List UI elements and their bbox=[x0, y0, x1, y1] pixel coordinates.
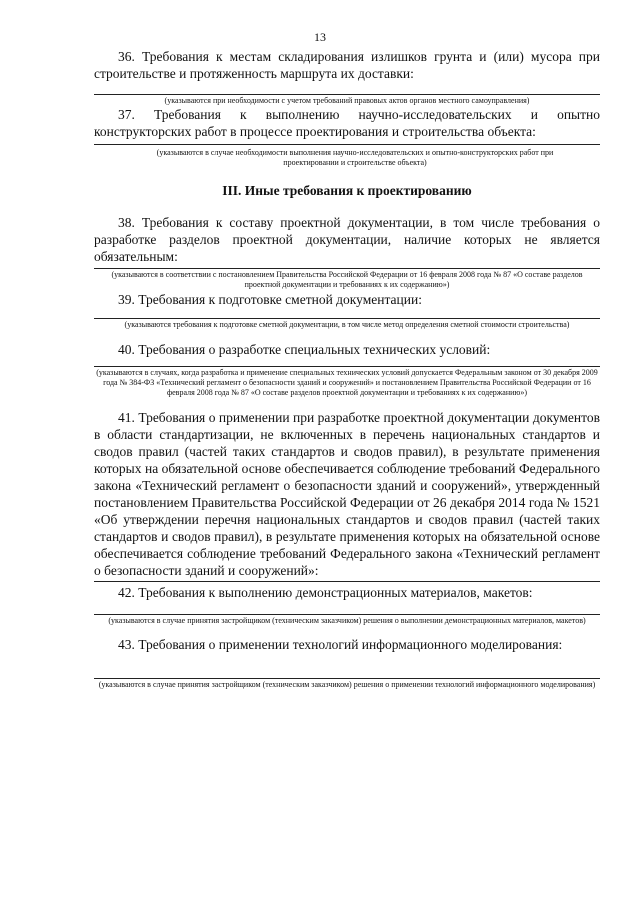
note-40: (указываются в случаях, когда разработка и применение специальных технических условий допускается Федеральным законом от 30 декабря 2009 года № 384-ФЗ «Технический регламент о безопасности зданий и сооружений» и постановлением Правительства Российской Федерации от 16 февраля 2008 года № 87 «О составе разделов проектной документации и требованиях к их содержанию») bbox=[96, 368, 598, 397]
page-number: 13 bbox=[314, 30, 326, 44]
fill-line bbox=[94, 94, 600, 95]
paragraph-39: 39. Требования к подготовке сметной документации: bbox=[118, 292, 422, 307]
paragraph-38: 38. Требования к составу проектной документации, в том числе требования о разработке разделов проектной документации, наличие которых не является обязательным: bbox=[94, 215, 600, 264]
fill-line bbox=[94, 318, 600, 319]
paragraph-41: 41. Требования о применении при разработке проектной документации документов в области стандартизации, не включенных в перечень национальных стандартов и сводов правил (частей таких стандартов и сводов правил), в результате применения которых на обязательной основе обеспечивается соблюдение требований Федерального закона «Технический регламент о безопасности зданий и сооружений», утвержденный постановлением Правительства Российской Федерации от 26 декабря 2014 года № 1521 «Об утверждении перечня национальных стандартов и сводов правил (частей таких стандартов и сводов правил), в результате применения которых на обязательной основе обеспечивается соблюдение требований Федерального закона «Технический регламент о безопасности зданий и сооружений»: bbox=[94, 410, 600, 578]
paragraph-43: 43. Требования о применении технологий информационного моделирования: bbox=[118, 637, 563, 652]
paragraph-42: 42. Требования к выполнению демонстрационных материалов, макетов: bbox=[118, 585, 533, 600]
note-42: (указываются в случае принятия застройщиком (техническим заказчиком) решения о выполнении демонстрационных материалов, макетов) bbox=[108, 616, 586, 625]
note-36: (указываются при необходимости с учетом требований правовых актов органов местного самоуправления) bbox=[164, 96, 530, 105]
fill-line bbox=[94, 144, 600, 145]
paragraph-37: 37. Требования к выполнению научно-исследовательских и опытно конструкторских работ в процессе проектирования и строительства объекта: bbox=[94, 107, 600, 139]
fill-line bbox=[94, 614, 600, 615]
fill-line bbox=[94, 581, 600, 582]
note-38: (указываются в соответствии с постановлением Правительства Российской Федерации от 16 февраля 2008 года № 87 «О составе разделов проектной документации и требованиях к их содержанию») bbox=[111, 270, 583, 289]
fill-line bbox=[94, 678, 600, 679]
note-37: (указываются в случае необходимости выполнения научно-исследовательских и опытно-конструкторских работ при проектировании и строительстве объекта) bbox=[156, 148, 554, 167]
note-43: (указываются в случае принятия застройщиком (техническим заказчиком) решения о применении технологий информационного моделирования) bbox=[98, 680, 596, 689]
fill-line bbox=[94, 268, 600, 269]
fill-line bbox=[94, 366, 600, 367]
note-39: (указываются требования к подготовке сметной документации, в том числе метод определения сметной стоимости строительства) bbox=[124, 320, 570, 329]
section-title: III. Иные требования к проектированию bbox=[222, 183, 472, 198]
paragraph-40: 40. Требования о разработке специальных технических условий: bbox=[118, 342, 491, 357]
paragraph-36: 36. Требования к местам складирования излишков грунта и (или) мусора при строительстве и протяженность маршрута их доставки: bbox=[94, 49, 600, 81]
